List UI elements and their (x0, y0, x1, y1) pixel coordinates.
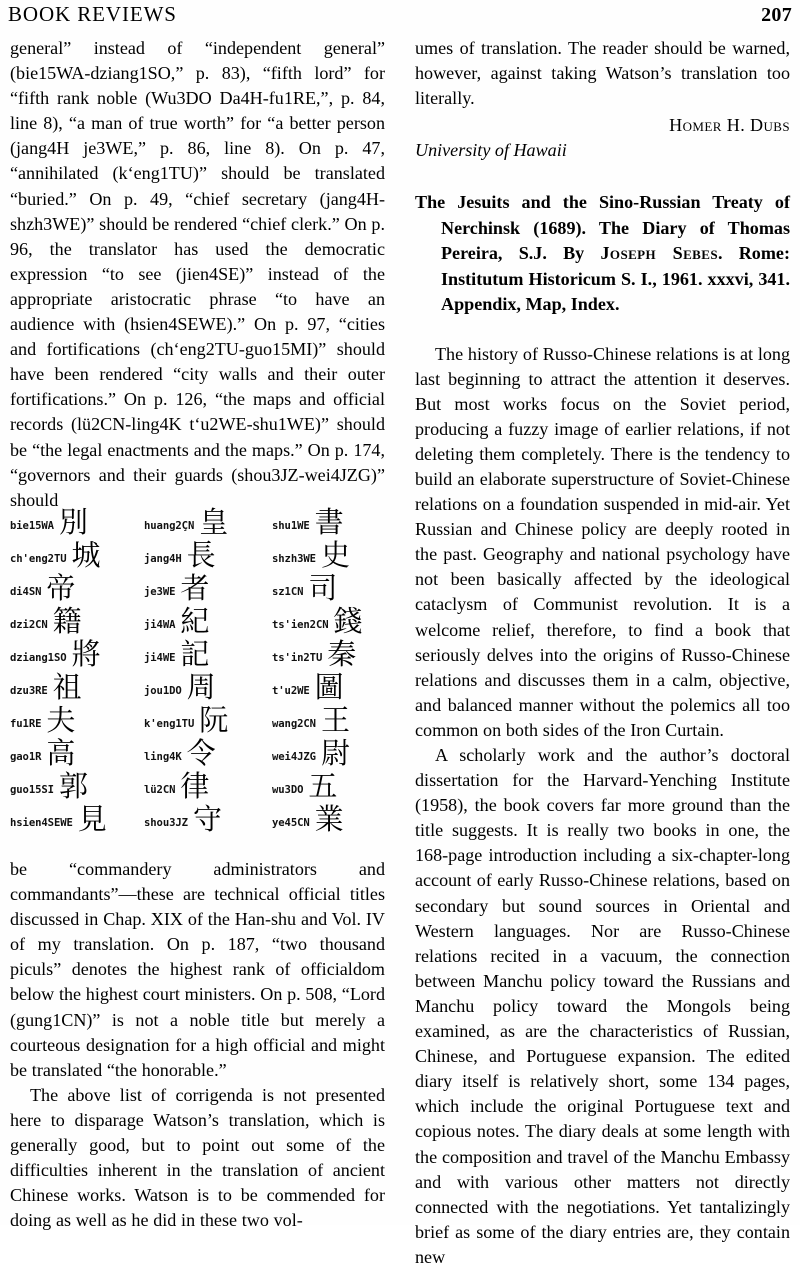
left-column-lower (10, 857, 385, 1233)
romanization: lü2CN (144, 784, 176, 796)
table-row (10, 504, 138, 537)
romanization: je3WE (144, 586, 176, 598)
chinese-character: 業 (314, 802, 344, 836)
book-by-label: By (563, 243, 585, 264)
book-citation-heading (415, 163, 790, 317)
romanization: wang2CN (272, 718, 316, 730)
table-row (10, 636, 138, 669)
romanization: ling4K (144, 751, 182, 763)
chinese-character: 城 (71, 538, 101, 572)
chinese-character: 籍 (52, 604, 82, 638)
table-row (266, 702, 394, 735)
chinese-character: 阮 (199, 703, 229, 737)
chinese-character: 見 (77, 802, 107, 836)
page-number: 207 (761, 4, 792, 26)
table-row (10, 735, 138, 768)
table-row (266, 735, 394, 768)
chinese-character: 王 (320, 703, 350, 737)
romanization: huang2ÇN (144, 520, 195, 532)
table-row (10, 768, 138, 801)
table-row (10, 603, 138, 636)
table-column-3 (266, 504, 394, 834)
table-row (266, 537, 394, 570)
chinese-character: 將 (71, 637, 101, 671)
table-row (138, 603, 266, 636)
chinese-character: 記 (180, 637, 210, 671)
romanization: jang4H (144, 553, 182, 565)
chinese-character: 錢 (333, 604, 363, 638)
table-row (266, 768, 394, 801)
table-row (10, 702, 138, 735)
romanization: k'eng1TU (144, 718, 195, 730)
romanization: dzu3RE (10, 685, 48, 697)
table-row (266, 603, 394, 636)
romanization: gao1R (10, 751, 42, 763)
romanization: dzi2CN (10, 619, 48, 631)
table-row (266, 669, 394, 702)
chinese-character: 守 (192, 802, 222, 836)
romanization: ts'in2TU (272, 652, 323, 664)
chinese-character: 令 (186, 736, 216, 770)
chinese-character: 祖 (52, 670, 82, 704)
chinese-character: 圖 (314, 670, 344, 704)
chinese-character: 書 (314, 505, 344, 539)
book-title: The Jesuits and the Sino-Russian Treaty of Nerchinsk (1689). The Diary of Thomas Pereira, S.J. (415, 192, 790, 264)
chinese-character: 司 (308, 571, 338, 605)
table-row (138, 801, 266, 834)
book-author: Joseph Sebes (600, 243, 718, 264)
table-row (10, 669, 138, 702)
right-paragraph-continued: umes of translation. The reader should be warned, however, against taking Watson’s translation too literally. (415, 38, 790, 109)
chinese-character: 皇 (199, 505, 229, 539)
table-row (10, 537, 138, 570)
table-row (266, 570, 394, 603)
romanization: guo15SI (10, 784, 54, 796)
chinese-character: 秦 (327, 637, 357, 671)
running-head (8, 2, 792, 28)
table-row (266, 504, 394, 537)
chinese-character: 五 (308, 769, 338, 803)
table-row (138, 537, 266, 570)
table-row (138, 702, 266, 735)
romanization: fu1RE (10, 718, 42, 730)
romanization: ye45CN (272, 817, 310, 829)
romanization: t'u2WE (272, 685, 310, 697)
chinese-character: 別 (58, 505, 88, 539)
table-column-2 (138, 504, 266, 834)
table-row (138, 735, 266, 768)
left-paragraph-final: The above list of corrigenda is not presented here to disparage Watson’s translation, which is generally good, but to point out some of the difficulties inherent in the translation of ancient Chinese works. Watson is to be commended for doing as well as he did in these two vol- (10, 1084, 385, 1231)
romanization: shou3JZ (144, 817, 188, 829)
chinese-character: 周 (186, 670, 216, 704)
table-row (10, 801, 138, 834)
reviewer-signature (415, 111, 790, 138)
left-column (10, 36, 385, 513)
table-row (266, 636, 394, 669)
chinese-character: 長 (186, 538, 216, 572)
romanization: jou1DO (144, 685, 182, 697)
romanization: shu1WE (272, 520, 310, 532)
chinese-character: 紀 (180, 604, 210, 638)
table-row (138, 570, 266, 603)
right-paragraph-2: A scholarly work and the author’s doctoral dissertation for the Harvard-Yenching Institute (1958), the book covers far more ground than the title suggests. It is really two books in one, the 168-page introduction including a six-chapter-long account of early Russo-Chinese relations, based on secondary but sound sources in Oriental and Western languages. Nor are Russo-Chinese relations recited in a vacuum, the connection between Manchu policy toward the Russians and Manchu policy toward the Mongols being examined, as are the characteristics of Russian, Chinese, and Portuguese expansion. The edited diary itself is relatively short, some 134 pages, which include the original Portuguese text and copious notes. The diary deals at some length with the composition and travel of the Manchu Embassy and with various other matters not directly connected with the negotiations. Yet tantalizingly brief as some of the diary entries are, they contain new (415, 745, 790, 1267)
right-paragraph-1: The history of Russo-Chinese relations is at long last beginning to attract the attention it deserves. But most works focus on the Soviet period, producing a fuzzy image of earlier relations, if not deleting them completely. There is the tendency to build an elaborate superstructure of Soviet-Chinese relations on a foundation suspended in mid-air. Yet Russian and Chinese policy are deeply rooted in the past. Geography and national psychology have not been basically affected by the ideological cataclysm of Communist revolution. It is a welcome relief, therefore, to find a book that seriously delves into the origins of Russo-Chinese relations and discusses them in a calm, objective, and balanced manner without the polemics all too common on both sides of the Iron Curtain. (415, 343, 790, 740)
reviewer-affiliation: University of Hawaii (415, 140, 567, 161)
left-paragraph-continued: general” instead of “independent general” (bie15WA-dziang1SO,” p. 83), “fifth lord” for “fifth rank noble (Wu3DO Da4H-fu1RE,”, p. 84, line 8), “a man of true worth” for “a better person (jang4H je3WE,” p. 86, line 8). On p. 47, “annihilated (k‘eng1TU)” should be translated “buried.” On p. 49, “chief secretary (jang4H-shzh3WE)” should be rendered “chief clerk.” On p. 96, the translator has used the democratic expression “to see (jien4SE)” instead of the appropriate aristocratic phrase “to have an audience with (hsien4SEWE).” On p. 97, “cities and fortifications (ch‘eng2TU-guo15MI)” should have been rendered “city walls and their outer fortifications.” On p. 126, “the maps and official records (lü2CN-ling4K t‘u2WE-shu1WE)” should be “the legal enactments and the maps.” On p. 174, “governors and their guards (shou3JZ-wei4JZG)” should (10, 38, 385, 510)
romanization: ji4WA (144, 619, 176, 631)
chinese-character: 夫 (46, 703, 76, 737)
romanization: bie15WA (10, 520, 54, 532)
chinese-character: 帝 (46, 571, 76, 605)
right-column (415, 36, 790, 1270)
chinese-character: 高 (46, 736, 76, 770)
romanization: ch'eng2TU (10, 553, 67, 565)
romanization: sz1CN (272, 586, 304, 598)
running-head-title: BOOK REVIEWS (8, 2, 177, 26)
table-row (10, 570, 138, 603)
table-column-1 (10, 504, 138, 834)
table-row (138, 636, 266, 669)
romanization: hsien4SEWE (10, 817, 73, 829)
romanization: wei4JZG (272, 751, 316, 763)
romanization: ji4WE (144, 652, 176, 664)
romanization: di4SN (10, 586, 42, 598)
romanization: dziang1SO (10, 652, 67, 664)
romanization: shzh3WE (272, 553, 316, 565)
table-row (266, 801, 394, 834)
chinese-character: 郭 (58, 769, 88, 803)
romanization-character-table (8, 504, 390, 852)
chinese-character: 律 (180, 769, 210, 803)
chinese-character: 尉 (320, 736, 350, 770)
chinese-character: 史 (320, 538, 350, 572)
romanization: ts'ien2CN (272, 619, 329, 631)
reviewer-name: Homer H. Dubs (669, 115, 790, 136)
romanization: wu3DO (272, 784, 304, 796)
table-row (138, 669, 266, 702)
table-row (138, 768, 266, 801)
chinese-character: 者 (180, 571, 210, 605)
book-imprint: . Rome: Institutum Historicum S. I., 1961. xxxvi, 341. Appendix, Map, Index. (441, 243, 790, 315)
table-row (138, 504, 266, 537)
left-paragraph-after-table: be “commandery administrators and commandants”—these are technical official titles discussed in Chap. XIX of the Han-shu and Vol. IV of my translation. On p. 187, “two thousand piculs” denotes the highest rank of officialdom below the highest court ministers. On p. 508, “Lord (gung1CN)” is not a noble title but merely a courteous designation for a high official and might be translated “the honorable.” (10, 859, 385, 1080)
